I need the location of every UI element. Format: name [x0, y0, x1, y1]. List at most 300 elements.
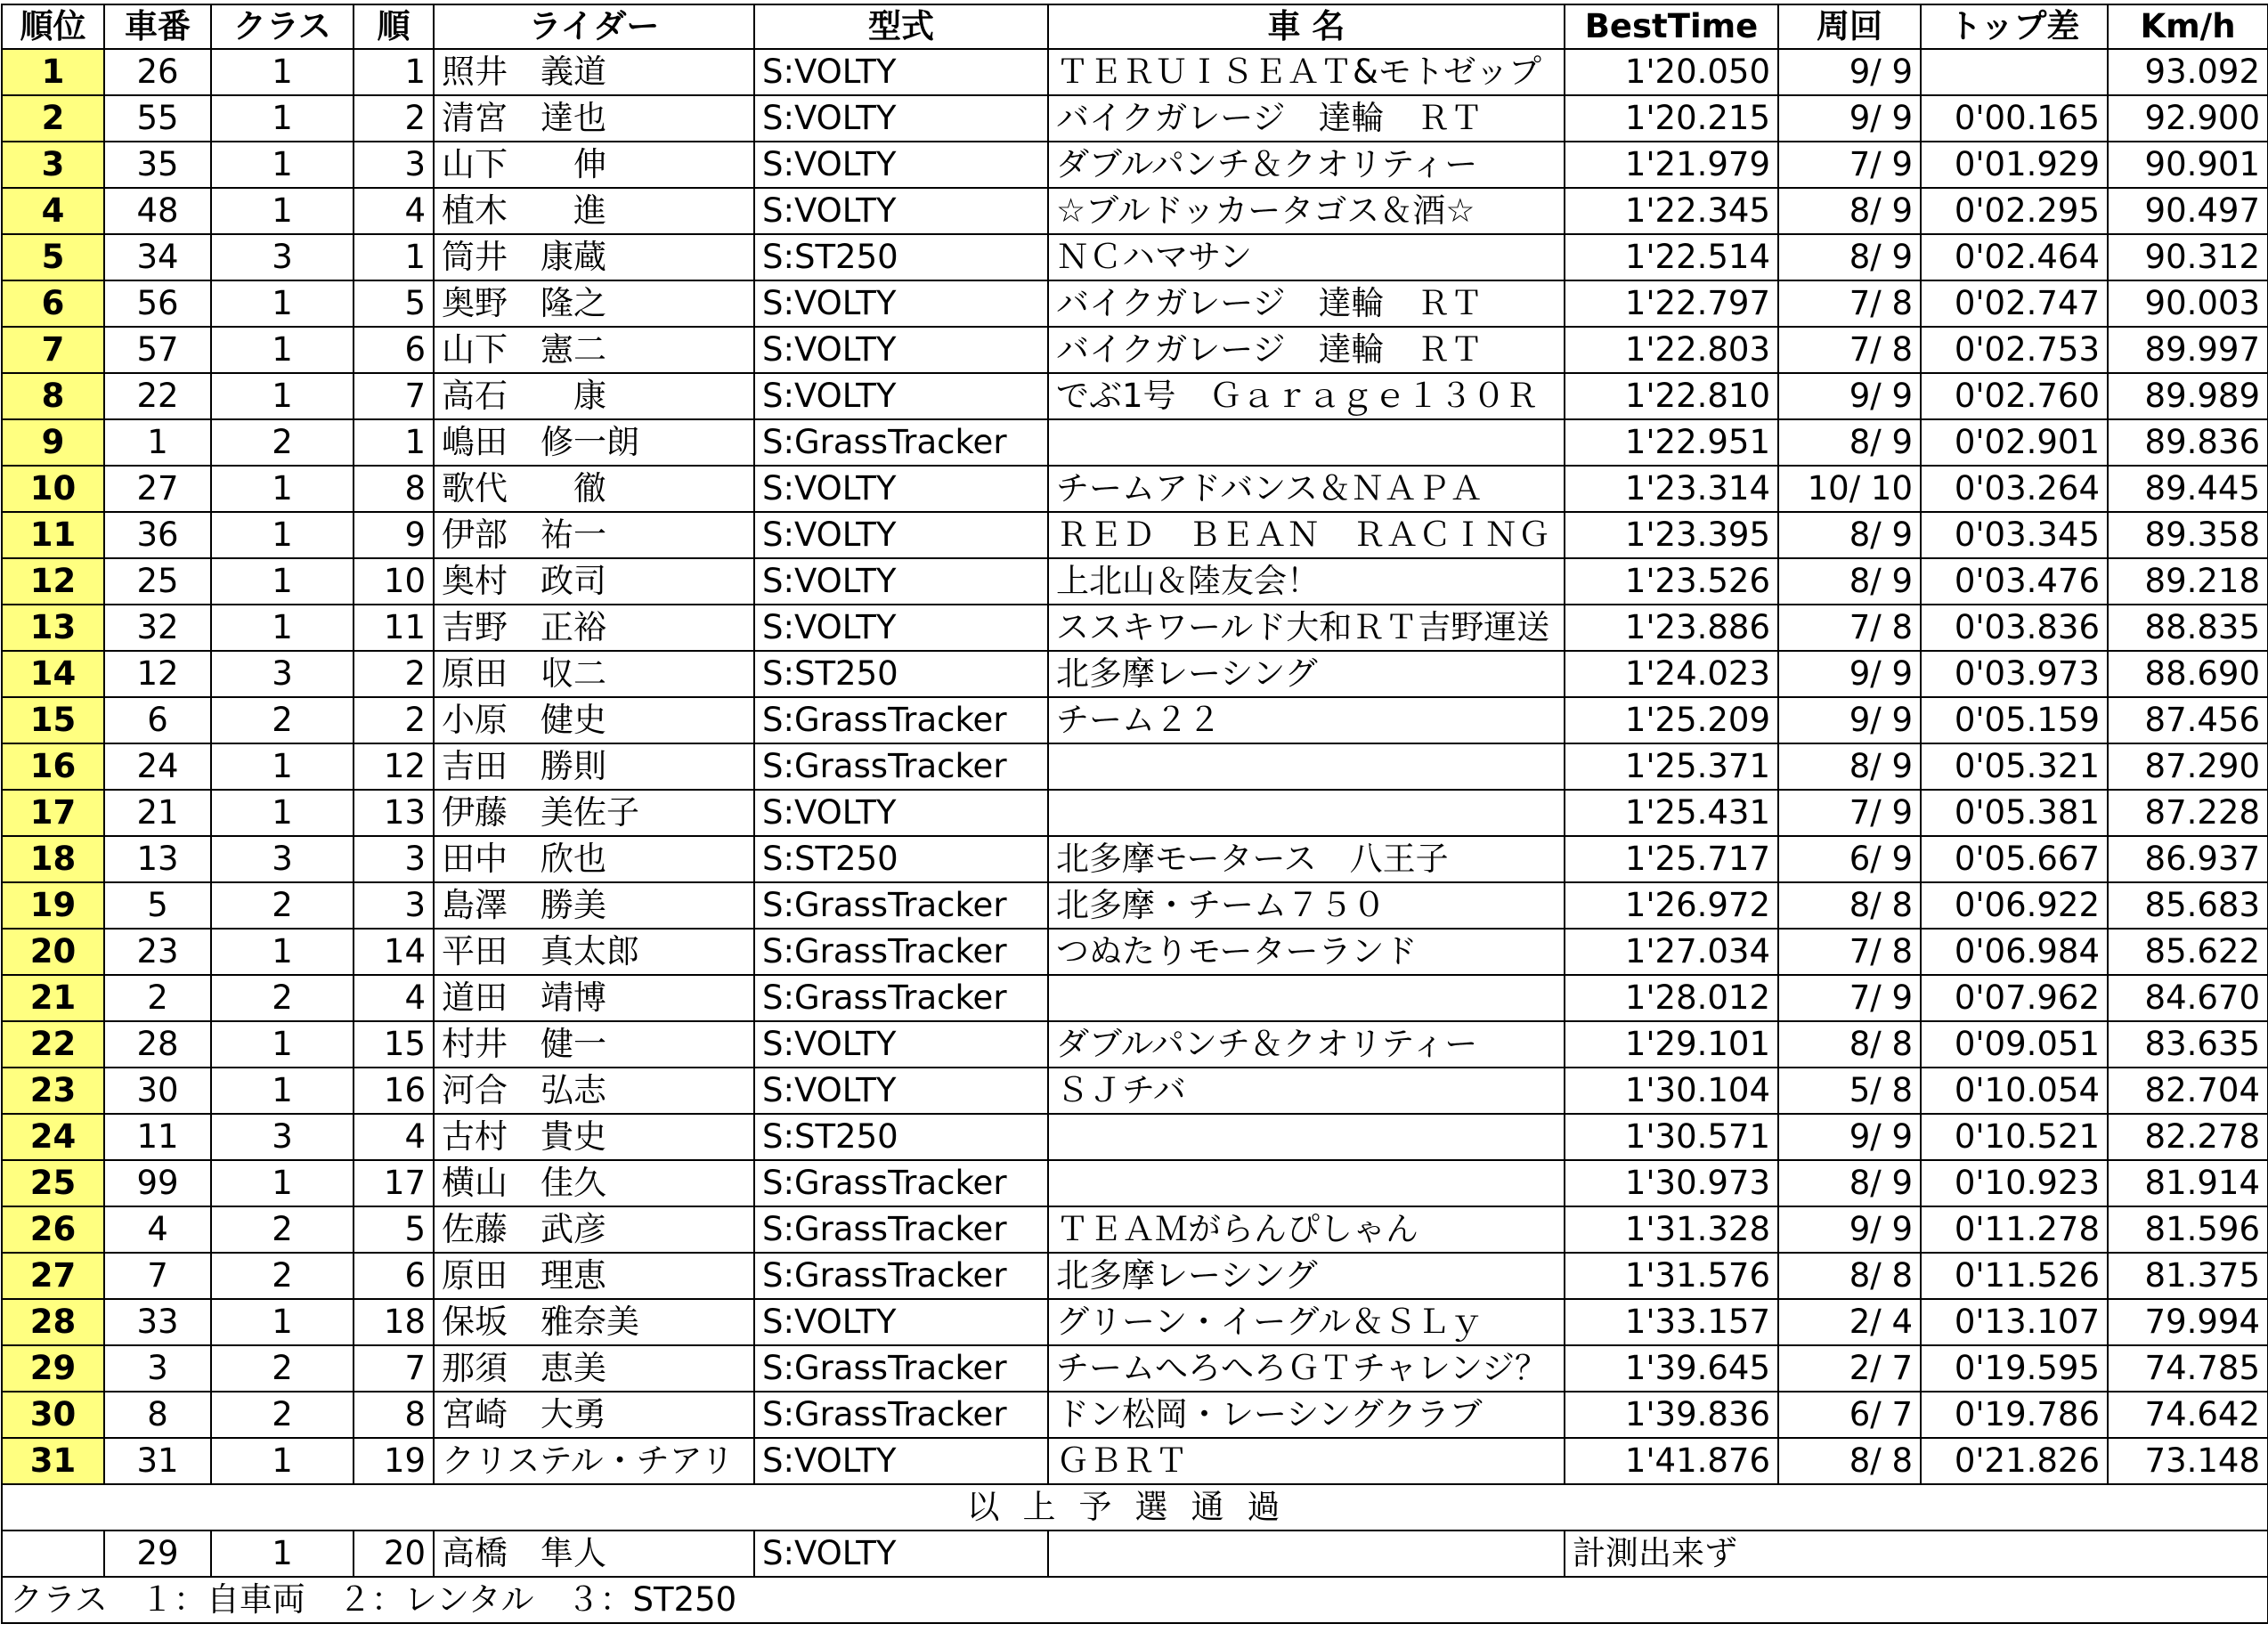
car-number-cell: 33 — [104, 1299, 211, 1345]
speed-cell: 88.690 — [2108, 651, 2268, 697]
best-time-cell: 1'22.803 — [1565, 327, 1778, 373]
laps-cell: 7/ 8 — [1778, 605, 1921, 651]
team-name-cell — [1048, 743, 1565, 790]
class-cell: 1 — [211, 743, 354, 790]
class-order-cell: 4 — [354, 1114, 434, 1160]
speed-cell: 90.497 — [2108, 188, 2268, 234]
team-name-cell — [1048, 975, 1565, 1021]
class-order-cell: 7 — [354, 373, 434, 419]
best-time-cell: 1'30.104 — [1565, 1068, 1778, 1114]
speed-cell: 88.835 — [2108, 605, 2268, 651]
table-row — [2, 1253, 2268, 1299]
speed-cell: 85.683 — [2108, 882, 2268, 929]
class-cell: 2 — [211, 1253, 354, 1299]
position-cell: 2 — [2, 95, 104, 142]
laps-cell: 8/ 8 — [1778, 1021, 1921, 1068]
table-row — [2, 1206, 2268, 1253]
rider-cell: 山下 伸 — [434, 142, 754, 188]
team-name-cell: 北多摩レーシング — [1048, 651, 1565, 697]
position-cell: 18 — [2, 836, 104, 882]
car-number-cell: 28 — [104, 1021, 211, 1068]
laps-cell: 7/ 8 — [1778, 327, 1921, 373]
speed-cell: 89.997 — [2108, 327, 2268, 373]
table-row — [2, 327, 2268, 373]
header-class: クラス — [211, 4, 354, 49]
model-cell: S:GrassTracker — [754, 929, 1048, 975]
class-order-cell: 20 — [354, 1531, 434, 1577]
car-number-cell: 7 — [104, 1253, 211, 1299]
best-time-cell: 1'25.209 — [1565, 697, 1778, 743]
table-row — [2, 697, 2268, 743]
table-row — [2, 280, 2268, 327]
gap-cell: 0'05.159 — [1921, 697, 2108, 743]
team-name-cell: ダブルパンチ＆クオリティー — [1048, 142, 1565, 188]
car-number-cell: 99 — [104, 1160, 211, 1206]
rider-cell: 原田 収二 — [434, 651, 754, 697]
table-row — [2, 743, 2268, 790]
position-cell: 15 — [2, 697, 104, 743]
gap-cell: 0'06.922 — [1921, 882, 2108, 929]
position-cell: 14 — [2, 651, 104, 697]
class-cell: 1 — [211, 1160, 354, 1206]
model-cell: S:VOLTY — [754, 790, 1048, 836]
team-name-cell: チーム２２ — [1048, 697, 1565, 743]
laps-cell: 8/ 9 — [1778, 234, 1921, 280]
position-cell: 10 — [2, 466, 104, 512]
team-name-cell: チームへろへろＧＴチャレンジ？ — [1048, 1345, 1565, 1392]
class-order-cell: 5 — [354, 1206, 434, 1253]
model-cell: S:VOLTY — [754, 1531, 1048, 1577]
header-class-order: 順 — [354, 4, 434, 49]
gap-cell: 0'21.826 — [1921, 1438, 2108, 1484]
model-cell: S:VOLTY — [754, 1021, 1048, 1068]
team-name-cell: バイクガレージ 達輪 ＲＴ — [1048, 95, 1565, 142]
gap-cell: 0'05.381 — [1921, 790, 2108, 836]
laps-cell: 9/ 9 — [1778, 651, 1921, 697]
table-row — [2, 882, 2268, 929]
team-name-cell: ＴＥＡＭがらんぴしゃん — [1048, 1206, 1565, 1253]
qualified-separator-row — [2, 1484, 2268, 1531]
car-number-cell: 4 — [104, 1206, 211, 1253]
car-number-cell: 2 — [104, 975, 211, 1021]
speed-cell: 81.914 — [2108, 1160, 2268, 1206]
laps-cell: 9/ 9 — [1778, 697, 1921, 743]
best-time-cell: 1'20.215 — [1565, 95, 1778, 142]
speed-cell: 74.642 — [2108, 1392, 2268, 1438]
header-speed: Km/h — [2108, 4, 2268, 49]
class-order-cell: 3 — [354, 836, 434, 882]
laps-cell: 6/ 9 — [1778, 836, 1921, 882]
best-time-cell: 1'33.157 — [1565, 1299, 1778, 1345]
position-cell: 24 — [2, 1114, 104, 1160]
laps-cell: 8/ 9 — [1778, 512, 1921, 558]
model-cell: S:GrassTracker — [754, 1392, 1048, 1438]
car-number-cell: 36 — [104, 512, 211, 558]
speed-cell: 82.704 — [2108, 1068, 2268, 1114]
position-cell: 16 — [2, 743, 104, 790]
laps-cell: 9/ 9 — [1778, 1114, 1921, 1160]
table-row — [2, 929, 2268, 975]
position-cell: 17 — [2, 790, 104, 836]
table-row — [2, 605, 2268, 651]
laps-cell: 8/ 9 — [1778, 188, 1921, 234]
class-order-cell: 1 — [354, 234, 434, 280]
car-number-cell: 48 — [104, 188, 211, 234]
best-time-cell: 1'26.972 — [1565, 882, 1778, 929]
car-number-cell: 29 — [104, 1531, 211, 1577]
position-cell: 21 — [2, 975, 104, 1021]
class-order-cell: 2 — [354, 651, 434, 697]
car-number-cell: 57 — [104, 327, 211, 373]
gap-cell: 0'02.464 — [1921, 234, 2108, 280]
class-cell: 1 — [211, 1299, 354, 1345]
class-cell: 1 — [211, 142, 354, 188]
class-order-cell: 6 — [354, 1253, 434, 1299]
best-time-cell: 1'41.876 — [1565, 1438, 1778, 1484]
gap-cell: 0'10.521 — [1921, 1114, 2108, 1160]
gap-cell: 0'06.984 — [1921, 929, 2108, 975]
table-row — [2, 1392, 2268, 1438]
position-cell: 31 — [2, 1438, 104, 1484]
position-cell: 12 — [2, 558, 104, 605]
table-row — [2, 1114, 2268, 1160]
class-order-cell: 5 — [354, 280, 434, 327]
team-name-cell: ダブルパンチ＆クオリティー — [1048, 1021, 1565, 1068]
team-name-cell — [1048, 1160, 1565, 1206]
team-name-cell — [1048, 1531, 1565, 1577]
position-cell: 30 — [2, 1392, 104, 1438]
table-row — [2, 975, 2268, 1021]
gap-cell — [1921, 49, 2108, 95]
best-time-cell: 1'22.810 — [1565, 373, 1778, 419]
gap-cell: 0'05.321 — [1921, 743, 2108, 790]
gap-cell: 0'19.595 — [1921, 1345, 2108, 1392]
car-number-cell: 30 — [104, 1068, 211, 1114]
table-row — [2, 651, 2268, 697]
rider-cell: 高石 康 — [434, 373, 754, 419]
laps-cell: 9/ 9 — [1778, 1206, 1921, 1253]
table-row — [2, 373, 2268, 419]
class-cell: 1 — [211, 558, 354, 605]
best-time-cell: 1'30.571 — [1565, 1114, 1778, 1160]
team-name-cell: バイクガレージ 達輪 ＲＴ — [1048, 327, 1565, 373]
model-cell: S:VOLTY — [754, 373, 1048, 419]
laps-cell: 8/ 9 — [1778, 1160, 1921, 1206]
position-cell: 29 — [2, 1345, 104, 1392]
position-cell: 5 — [2, 234, 104, 280]
laps-cell: 8/ 8 — [1778, 882, 1921, 929]
class-cell: 1 — [211, 1021, 354, 1068]
model-cell: S:GrassTracker — [754, 743, 1048, 790]
laps-cell: 8/ 8 — [1778, 1253, 1921, 1299]
best-time-cell: 1'23.314 — [1565, 466, 1778, 512]
table-row — [2, 1021, 2268, 1068]
rider-cell: 吉田 勝則 — [434, 743, 754, 790]
header-best-time: BestTime — [1565, 4, 1778, 49]
team-name-cell: ＲＥＤ ＢＥＡＮ ＲＡＣＩＮＧ — [1048, 512, 1565, 558]
best-time-cell: 1'30.973 — [1565, 1160, 1778, 1206]
rider-cell: 伊部 祐一 — [434, 512, 754, 558]
class-order-cell: 11 — [354, 605, 434, 651]
model-cell: S:GrassTracker — [754, 1206, 1048, 1253]
gap-cell: 0'00.165 — [1921, 95, 2108, 142]
speed-cell: 92.900 — [2108, 95, 2268, 142]
gap-cell: 0'11.278 — [1921, 1206, 2108, 1253]
model-cell: S:VOLTY — [754, 558, 1048, 605]
car-number-cell: 11 — [104, 1114, 211, 1160]
class-cell: 1 — [211, 605, 354, 651]
gap-cell: 0'13.107 — [1921, 1299, 2108, 1345]
best-time-cell: 1'25.371 — [1565, 743, 1778, 790]
class-order-cell: 8 — [354, 466, 434, 512]
class-cell: 1 — [211, 1438, 354, 1484]
car-number-cell: 27 — [104, 466, 211, 512]
speed-cell: 73.148 — [2108, 1438, 2268, 1484]
model-cell: S:VOLTY — [754, 1068, 1048, 1114]
class-order-cell: 8 — [354, 1392, 434, 1438]
header-team-name: 車 名 — [1048, 4, 1565, 49]
laps-cell: 9/ 9 — [1778, 49, 1921, 95]
team-name-cell: 北多摩レーシング — [1048, 1253, 1565, 1299]
best-time-cell: 1'31.328 — [1565, 1206, 1778, 1253]
not-timed-row — [2, 1531, 2268, 1577]
best-time-cell: 1'21.979 — [1565, 142, 1778, 188]
speed-cell: 89.218 — [2108, 558, 2268, 605]
best-time-cell: 1'22.797 — [1565, 280, 1778, 327]
rider-cell: 宮崎 大勇 — [434, 1392, 754, 1438]
position-cell: 1 — [2, 49, 104, 95]
car-number-cell: 8 — [104, 1392, 211, 1438]
rider-cell: 吉野 正裕 — [434, 605, 754, 651]
laps-cell: 8/ 9 — [1778, 419, 1921, 466]
position-cell: 26 — [2, 1206, 104, 1253]
speed-cell: 87.228 — [2108, 790, 2268, 836]
rider-cell: 田中 欣也 — [434, 836, 754, 882]
gap-cell: 0'01.929 — [1921, 142, 2108, 188]
position-cell: 23 — [2, 1068, 104, 1114]
class-cell: 2 — [211, 1206, 354, 1253]
table-row — [2, 558, 2268, 605]
table-row — [2, 466, 2268, 512]
rider-cell: 筒井 康蔵 — [434, 234, 754, 280]
best-time-cell: 1'22.345 — [1565, 188, 1778, 234]
team-name-cell: バイクガレージ 達輪 ＲＴ — [1048, 280, 1565, 327]
speed-cell: 86.937 — [2108, 836, 2268, 882]
laps-cell: 7/ 8 — [1778, 929, 1921, 975]
class-cell: 1 — [211, 280, 354, 327]
qualified-label: 以上予選通過 — [2, 1484, 2268, 1531]
table-row — [2, 1068, 2268, 1114]
speed-cell: 89.836 — [2108, 419, 2268, 466]
rider-cell: 山下 憲二 — [434, 327, 754, 373]
table-row — [2, 1438, 2268, 1484]
position-cell: 20 — [2, 929, 104, 975]
table-row — [2, 836, 2268, 882]
class-cell: 1 — [211, 1531, 354, 1577]
class-cell: 1 — [211, 512, 354, 558]
position-cell: 22 — [2, 1021, 104, 1068]
model-cell: S:VOLTY — [754, 280, 1048, 327]
table-row — [2, 188, 2268, 234]
position-cell: 9 — [2, 419, 104, 466]
speed-cell: 82.278 — [2108, 1114, 2268, 1160]
position-cell: 25 — [2, 1160, 104, 1206]
class-order-cell: 7 — [354, 1345, 434, 1392]
speed-cell: 85.622 — [2108, 929, 2268, 975]
position-cell: 6 — [2, 280, 104, 327]
header-model: 型式 — [754, 4, 1048, 49]
header-gap: トップ差 — [1921, 4, 2108, 49]
model-cell: S:GrassTracker — [754, 975, 1048, 1021]
speed-cell: 89.445 — [2108, 466, 2268, 512]
laps-cell: 7/ 9 — [1778, 790, 1921, 836]
position-cell: 4 — [2, 188, 104, 234]
class-order-cell: 18 — [354, 1299, 434, 1345]
class-cell: 1 — [211, 95, 354, 142]
rider-cell: 横山 佳久 — [434, 1160, 754, 1206]
position-cell: 11 — [2, 512, 104, 558]
team-name-cell: 北多摩モータース 八王子 — [1048, 836, 1565, 882]
model-cell: S:GrassTracker — [754, 419, 1048, 466]
team-name-cell: ススキワールド大和ＲＴ吉野運送 — [1048, 605, 1565, 651]
model-cell: S:VOLTY — [754, 95, 1048, 142]
rider-cell: 嶋田 修一朗 — [434, 419, 754, 466]
class-order-cell: 2 — [354, 697, 434, 743]
car-number-cell: 6 — [104, 697, 211, 743]
class-cell: 3 — [211, 651, 354, 697]
class-cell: 3 — [211, 836, 354, 882]
not-timed-note: 計測出来ず — [1565, 1531, 2268, 1577]
gap-cell: 0'10.054 — [1921, 1068, 2108, 1114]
team-name-cell: ＳＪチバ — [1048, 1068, 1565, 1114]
position-cell — [2, 1531, 104, 1577]
class-order-cell: 16 — [354, 1068, 434, 1114]
rider-cell: 河合 弘志 — [434, 1068, 754, 1114]
team-name-cell: 北多摩・チーム７５０ — [1048, 882, 1565, 929]
class-cell: 3 — [211, 234, 354, 280]
rider-cell: 那須 恵美 — [434, 1345, 754, 1392]
rider-cell: 佐藤 武彦 — [434, 1206, 754, 1253]
class-cell: 1 — [211, 929, 354, 975]
table-row — [2, 234, 2268, 280]
rider-cell: クリステル・チアリ — [434, 1438, 754, 1484]
laps-cell: 7/ 8 — [1778, 280, 1921, 327]
rider-cell: 伊藤 美佐子 — [434, 790, 754, 836]
class-cell: 2 — [211, 1392, 354, 1438]
gap-cell: 0'05.667 — [1921, 836, 2108, 882]
class-legend-row — [2, 1577, 2268, 1623]
speed-cell: 93.092 — [2108, 49, 2268, 95]
rider-cell: 奥野 隆之 — [434, 280, 754, 327]
rider-cell: 照井 義道 — [434, 49, 754, 95]
results-table — [1, 4, 2268, 1624]
best-time-cell: 1'29.101 — [1565, 1021, 1778, 1068]
class-order-cell: 12 — [354, 743, 434, 790]
best-time-cell: 1'23.526 — [1565, 558, 1778, 605]
class-order-cell: 10 — [354, 558, 434, 605]
car-number-cell: 34 — [104, 234, 211, 280]
car-number-cell: 12 — [104, 651, 211, 697]
team-name-cell: ＧＢＲＴ — [1048, 1438, 1565, 1484]
rider-cell: 平田 真太郎 — [434, 929, 754, 975]
team-name-cell: ＮＣハマサン — [1048, 234, 1565, 280]
best-time-cell: 1'24.023 — [1565, 651, 1778, 697]
car-number-cell: 13 — [104, 836, 211, 882]
best-time-cell: 1'39.836 — [1565, 1392, 1778, 1438]
position-cell: 28 — [2, 1299, 104, 1345]
class-cell: 2 — [211, 1345, 354, 1392]
team-name-cell: つぬたりモーターランド — [1048, 929, 1565, 975]
gap-cell: 0'07.962 — [1921, 975, 2108, 1021]
class-order-cell: 1 — [354, 49, 434, 95]
laps-cell: 9/ 9 — [1778, 95, 1921, 142]
table-row — [2, 49, 2268, 95]
team-name-cell: ☆ブルドッカータゴス＆酒☆ — [1048, 188, 1565, 234]
team-name-cell: グリーン・イーグル＆ＳＬｙ — [1048, 1299, 1565, 1345]
gap-cell: 0'09.051 — [1921, 1021, 2108, 1068]
table-row — [2, 790, 2268, 836]
car-number-cell: 32 — [104, 605, 211, 651]
table-row — [2, 1299, 2268, 1345]
car-number-cell: 22 — [104, 373, 211, 419]
gap-cell: 0'03.476 — [1921, 558, 2108, 605]
class-cell: 1 — [211, 373, 354, 419]
rider-cell: 島澤 勝美 — [434, 882, 754, 929]
car-number-cell: 5 — [104, 882, 211, 929]
speed-cell: 87.456 — [2108, 697, 2268, 743]
position-cell: 7 — [2, 327, 104, 373]
model-cell: S:VOLTY — [754, 605, 1048, 651]
team-name-cell — [1048, 790, 1565, 836]
car-number-cell: 21 — [104, 790, 211, 836]
model-cell: S:GrassTracker — [754, 882, 1048, 929]
gap-cell: 0'03.836 — [1921, 605, 2108, 651]
rider-cell: 高橋 隼人 — [434, 1531, 754, 1577]
team-name-cell: 上北山＆陸友会！ — [1048, 558, 1565, 605]
team-name-cell: ＴＥＲＵＩＳＥＡＴ&モトゼップ — [1048, 49, 1565, 95]
car-number-cell: 31 — [104, 1438, 211, 1484]
laps-cell: 8/ 9 — [1778, 743, 1921, 790]
laps-cell: 8/ 9 — [1778, 558, 1921, 605]
class-legend: クラス １：自車両 ２：レンタル ３：ST250 — [2, 1577, 2268, 1623]
best-time-cell: 1'25.717 — [1565, 836, 1778, 882]
laps-cell: 10/ 10 — [1778, 466, 1921, 512]
best-time-cell: 1'23.886 — [1565, 605, 1778, 651]
position-cell: 3 — [2, 142, 104, 188]
speed-cell: 89.358 — [2108, 512, 2268, 558]
best-time-cell: 1'22.951 — [1565, 419, 1778, 466]
model-cell: S:ST250 — [754, 836, 1048, 882]
class-cell: 1 — [211, 466, 354, 512]
speed-cell: 90.003 — [2108, 280, 2268, 327]
laps-cell: 2/ 7 — [1778, 1345, 1921, 1392]
best-time-cell: 1'39.645 — [1565, 1345, 1778, 1392]
best-time-cell: 1'27.034 — [1565, 929, 1778, 975]
car-number-cell: 55 — [104, 95, 211, 142]
gap-cell: 0'11.526 — [1921, 1253, 2108, 1299]
header-row — [2, 4, 2268, 49]
best-time-cell: 1'31.576 — [1565, 1253, 1778, 1299]
car-number-cell: 26 — [104, 49, 211, 95]
speed-cell: 89.989 — [2108, 373, 2268, 419]
speed-cell: 79.994 — [2108, 1299, 2268, 1345]
rider-cell: 古村 貴史 — [434, 1114, 754, 1160]
gap-cell: 0'19.786 — [1921, 1392, 2108, 1438]
model-cell: S:VOLTY — [754, 1299, 1048, 1345]
model-cell: S:ST250 — [754, 651, 1048, 697]
class-order-cell: 4 — [354, 188, 434, 234]
table-row — [2, 142, 2268, 188]
